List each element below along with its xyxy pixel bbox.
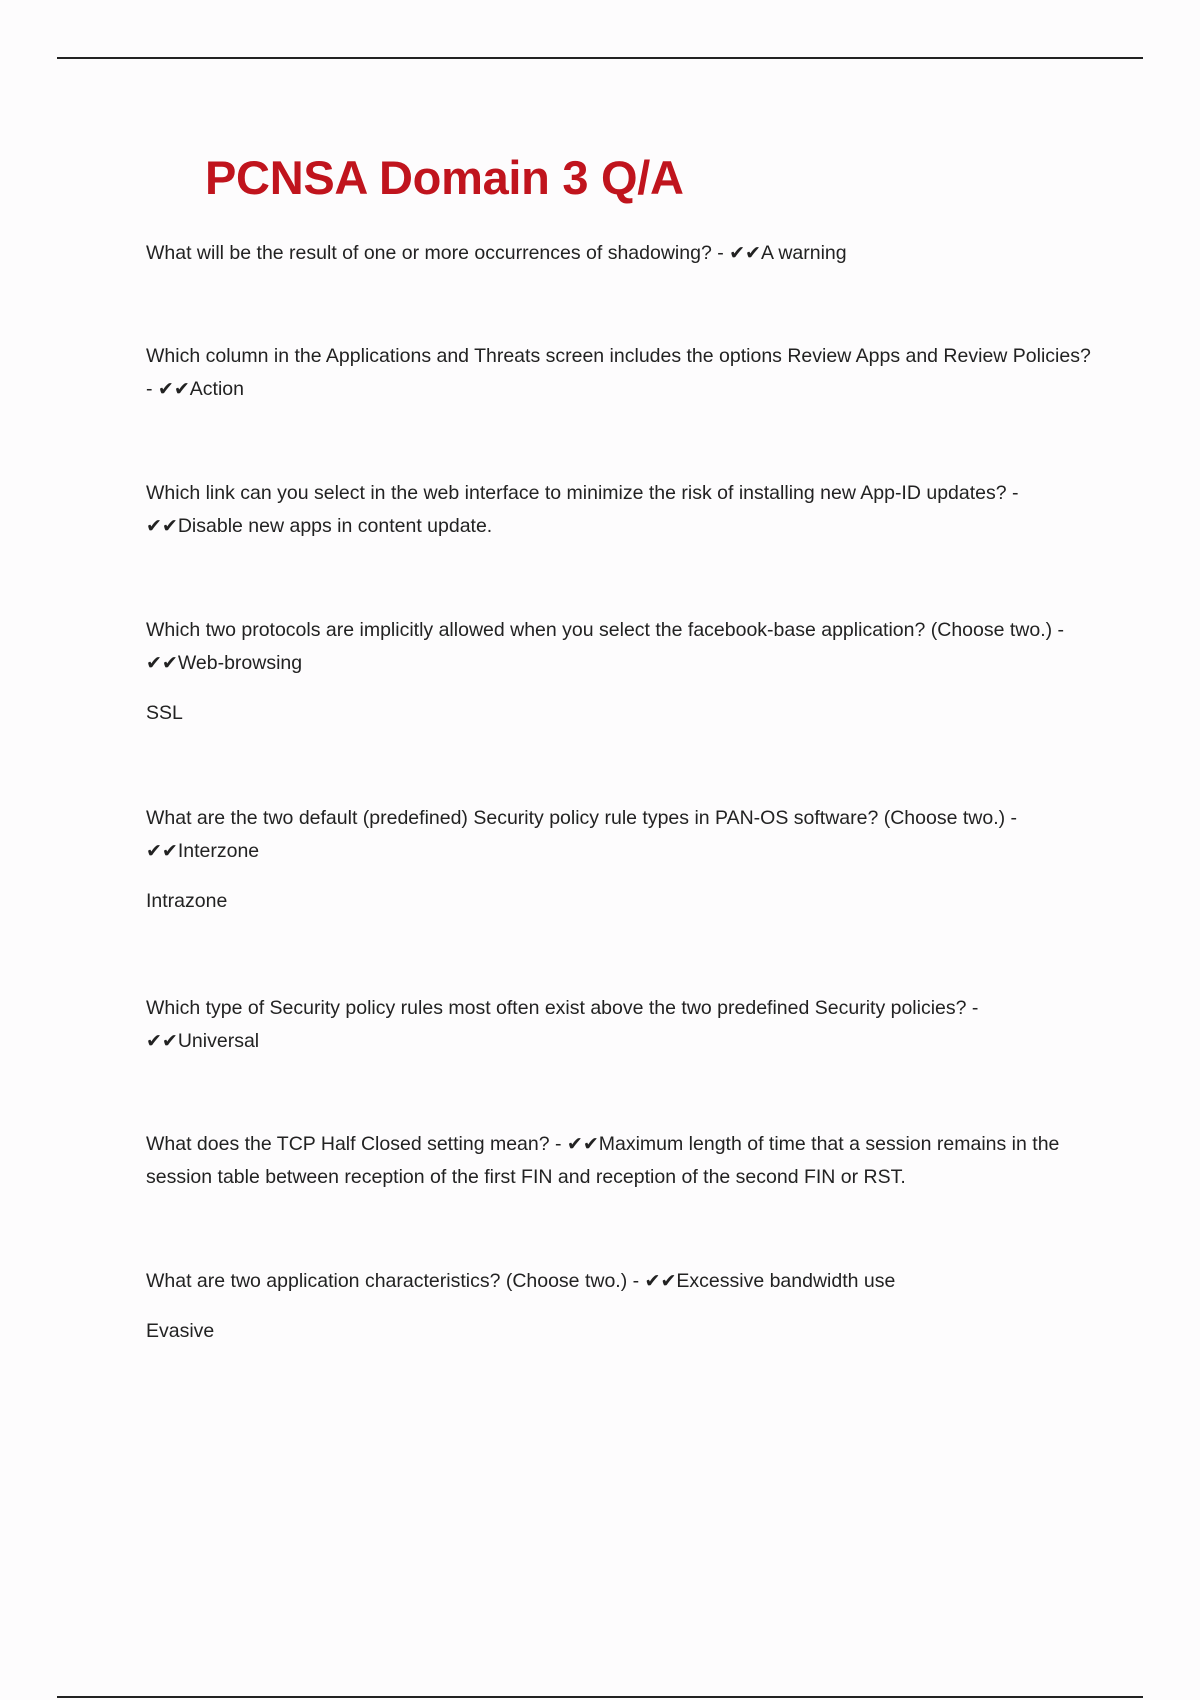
qa-extra-answer: Evasive (146, 1320, 215, 1342)
qa-question-2 (146, 340, 1096, 406)
bottom-divider (57, 1696, 1143, 1698)
qa-item-8 (146, 1265, 1096, 1348)
checkmark-icon: ✔✔ (729, 242, 761, 264)
checkmark-icon: ✔✔ (146, 840, 178, 862)
question-text: Which column in the Applications and Threats screen includes the options Review Apps and Review Policies? - (146, 345, 1091, 400)
answer-text: A warning (760, 242, 847, 264)
qa-question-6 (146, 992, 1096, 1058)
checkmark-icon: ✔✔ (146, 515, 178, 537)
answer-text: Excessive bandwidth use (676, 1270, 896, 1292)
question-text: Which link can you select in the web interface to minimize the risk of installing new App-ID updates? - (146, 482, 1019, 504)
answer-text: Action (189, 378, 244, 400)
document-title: PCNSA Domain 3 Q/A (205, 151, 684, 204)
qa-item-3 (146, 477, 1096, 543)
qa-extra-answer: SSL (146, 702, 183, 724)
qa-item-6 (146, 992, 1096, 1058)
qa-item-1 (146, 237, 1096, 270)
answer-text: Web-browsing (177, 652, 303, 674)
question-text: What will be the result of one or more occurrences of shadowing? - (146, 242, 730, 264)
checkmark-icon: ✔✔ (157, 378, 190, 400)
question-text: What are two application characteristics? (Choose two.) - (146, 1270, 645, 1292)
answer-text: Interzone (177, 840, 260, 862)
qa-question-8 (146, 1265, 1096, 1298)
checkmark-icon: ✔✔ (566, 1133, 599, 1155)
qa-item-7 (146, 1128, 1096, 1194)
checkmark-icon: ✔✔ (146, 652, 178, 674)
qa-item-5 (146, 802, 1096, 918)
answer-text: Maximum length of time that a session remains in the session table between reception of the first FIN and reception of the second FIN or RST. (146, 1133, 1060, 1188)
qa-question-1 (146, 237, 1096, 270)
qa-question-4 (146, 614, 1096, 680)
qa-item-2 (146, 340, 1096, 406)
qa-question-3 (146, 477, 1096, 543)
question-text: What does the TCP Half Closed setting mean? - (146, 1133, 567, 1155)
qa-extra-answer: Intrazone (146, 890, 228, 912)
checkmark-icon: ✔✔ (644, 1270, 677, 1292)
top-divider (57, 57, 1143, 59)
qa-question-7 (146, 1128, 1096, 1194)
question-text: Which type of Security policy rules most often exist above the two predefined Security policies? - (146, 997, 979, 1019)
qa-question-5 (146, 802, 1096, 868)
answer-text: Universal (177, 1030, 260, 1052)
checkmark-icon: ✔✔ (146, 1030, 178, 1052)
question-text: Which two protocols are implicitly allowed when you select the facebook-base application? (Choose two.) - (146, 619, 1065, 641)
qa-item-4 (146, 614, 1096, 730)
answer-text: Disable new apps in content update. (177, 515, 493, 537)
question-text: What are the two default (predefined) Security policy rule types in PAN-OS software? (Choose two.) - (146, 807, 1018, 829)
